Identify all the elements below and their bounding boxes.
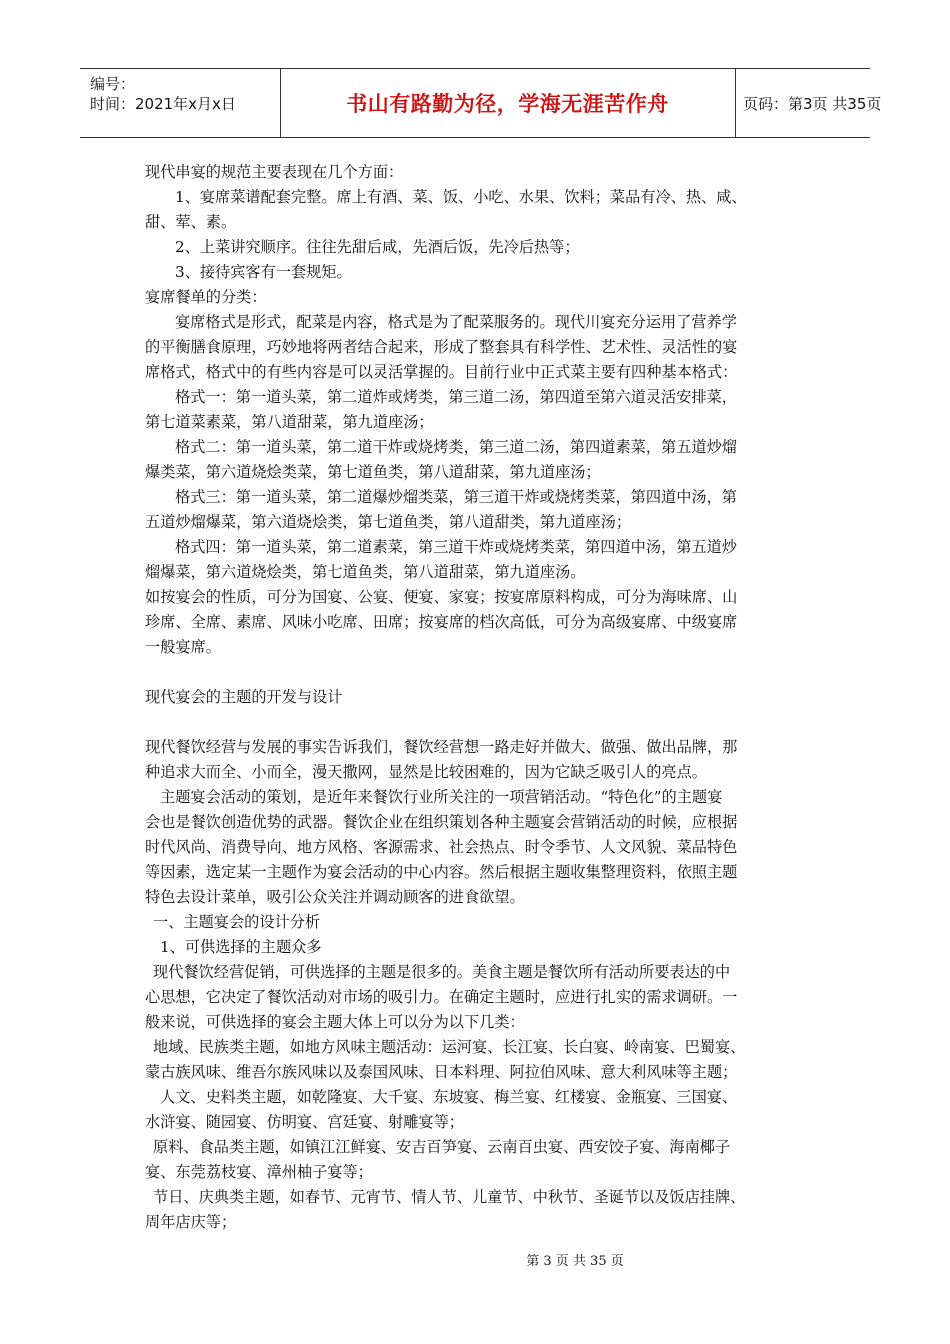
page-footer: 第 3 页 共 35 页	[526, 1254, 624, 1269]
text-line: 人文、史料类主题，如乾隆宴、大千宴、东坡宴、梅兰宴、红楼宴、金瓶宴、三国宴、	[160, 1088, 738, 1106]
text-line: 现代串宴的规范主要表现在几个方面：	[145, 163, 404, 181]
text-line: 现代餐饮经营与发展的事实告诉我们，餐饮经营想一路走好并做大、做强、做出品牌，那	[145, 738, 738, 756]
text-line: 般来说，可供选择的宴会主题大体上可以分为以下几类：	[145, 1013, 525, 1031]
document-number: 编号：	[90, 75, 136, 93]
section-heading: 一、主题宴会的设计分析	[153, 913, 321, 931]
page-header	[80, 68, 882, 138]
text-line: 宴、东莞荔枝宴、漳州柚子宴等；	[145, 1163, 373, 1181]
header-motto: 书山有路勤为径，学海无涯苦作舟	[346, 92, 669, 116]
text-line: 的平衡膳食原理，巧妙地将两者结合起来，形成了整套具有科学性、艺术性、灵活性的宴	[145, 338, 738, 356]
text-line: 格式一：第一道头菜，第二道炸或烤类，第三道二汤，第四道至第六道灵活安排菜，	[175, 388, 737, 406]
text-line: 等因素，选定某一主题作为宴会活动的中心内容。然后根据主题收集整理资料，依照主题	[145, 863, 738, 881]
text-line: 珍席、全席、素席、风味小吃席、田席；按宴席的档次高低，可分为高级宴席、中级宴席	[145, 613, 738, 631]
text-line: 席格式，格式中的有些内容是可以灵活掌握的。目前行业中正式菜主要有四种基本格式：	[145, 363, 738, 381]
text-line: 现代餐饮经营促销，可供选择的主题是很多的。美食主题是餐饮所有活动所要表达的中	[153, 963, 731, 981]
text-line: 时代风尚、消费导向、地方风格、客源需求、社会热点、时令季节、人文风貌、菜品特色	[145, 838, 738, 856]
text-line: 会也是餐饮创造优势的武器。餐饮企业在组织策划各种主题宴会营销活动的时候，应根据	[145, 813, 738, 831]
text-line: 3、接待宾客有一套规矩。	[175, 263, 352, 281]
text-line: 种追求大而全、小而全，漫天撒网，显然是比较困难的，因为它缺乏吸引人的亮点。	[145, 763, 707, 781]
text-line: 一般宴席。	[145, 638, 221, 656]
section-heading: 现代宴会的主题的开发与设计	[145, 688, 343, 706]
section-heading: 宴席餐单的分类：	[145, 288, 267, 306]
header-meta	[80, 69, 281, 137]
text-line: 如按宴会的性质，可分为国宴、公宴、便宴、家宴；按宴席原料构成，可分为海味席、山	[145, 588, 738, 606]
text-line: 水浒宴、随园宴、仿明宴、宫廷宴、射雕宴等；	[145, 1113, 464, 1131]
text-line: 宴席格式是形式，配菜是内容，格式是为了配菜服务的。现代川宴充分运用了营养学	[175, 313, 737, 331]
section-heading: 1、可供选择的主题众多	[160, 938, 322, 956]
document-date: 时间：2021年x月x日	[90, 95, 236, 113]
text-line: 爆类菜，第六道烧烩类菜，第七道鱼类，第八道甜菜，第九道座汤；	[145, 463, 601, 481]
text-line: 2、上菜讲究顺序。往往先甜后咸，先酒后饭，先冷后热等；	[175, 238, 580, 256]
text-line: 五道炒熘爆菜，第六道烧烩类，第七道鱼类，第八道甜类，第九道座汤；	[145, 513, 631, 531]
text-line: 格式四：第一道头菜，第二道素菜，第三道干炸或烧烤类菜，第四道中汤，第五道炒	[175, 538, 737, 556]
text-line: 节日、庆典类主题，如春节、元宵节、情人节、儿童节、中秋节、圣诞节以及饭店挂牌、	[153, 1188, 746, 1206]
text-line: 格式三：第一道头菜，第二道爆炒熘类菜，第三道干炸或烧烤类菜，第四道中汤，第	[175, 488, 737, 506]
text-line: 蒙古族风味、维吾尔族风味以及泰国风味、日本料理、阿拉伯风味、意大利风味等主题；	[145, 1063, 738, 1081]
text-line: 心思想，它决定了餐饮活动对市场的吸引力。在确定主题时，应进行扎实的需求调研。一	[145, 988, 738, 1006]
text-line: 原料、食品类主题，如镇江江鲜宴、安吉百笋宴、云南百虫宴、西安饺子宴、海南椰子	[153, 1138, 731, 1156]
text-line: 周年店庆等；	[145, 1213, 237, 1231]
text-line: 1、宴席菜谱配套完整。席上有酒、菜、饭、小吃、水果、饮料；菜品有冷、热、咸、	[175, 188, 747, 206]
text-line: 第七道菜素菜，第八道甜菜，第九道座汤；	[145, 413, 434, 431]
text-line: 特色去设计菜单，吸引公众关注并调动顾客的进食欲望。	[145, 888, 525, 906]
text-line: 熘爆菜，第六道烧烩类，第七道鱼类，第八道甜菜，第九道座汤。	[145, 563, 586, 581]
text-line: 甜、荤、素。	[145, 213, 237, 231]
header-motto-cell	[280, 69, 736, 137]
text-line: 格式二：第一道头菜，第二道干炸或烧烤类，第三道二汤，第四道素菜，第五道炒熘	[175, 438, 737, 456]
text-line: 主题宴会活动的策划，是近年来餐饮行业所关注的一项营销活动。“特色化”的主题宴	[160, 788, 723, 806]
header-page-number: 页码：第3页 共35页	[743, 94, 882, 113]
text-line: 地域、民族类主题，如地方风味主题活动：运河宴、长江宴、长白宴、岭南宴、巴蜀宴、	[153, 1038, 746, 1056]
